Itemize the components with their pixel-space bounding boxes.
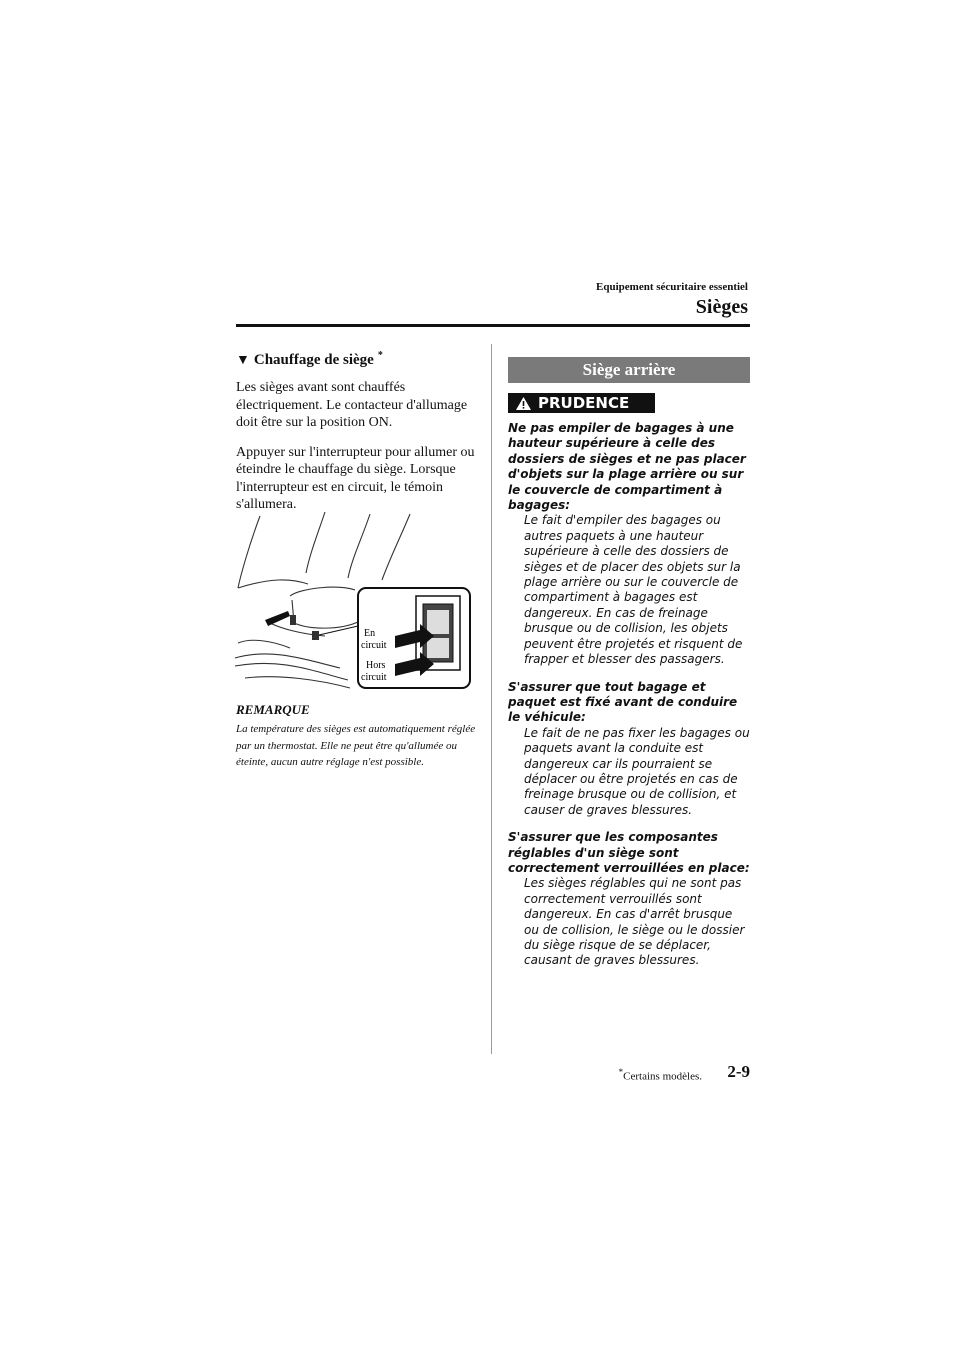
section-heading xyxy=(236,352,480,369)
caution-banner xyxy=(508,393,655,413)
note-title: REMARQUE xyxy=(236,702,310,717)
warning-triangle-icon xyxy=(515,396,532,411)
warning-item-3 xyxy=(508,830,750,969)
label-hors-circuit: circuit xyxy=(361,672,387,683)
running-header-section: Equipement sécuritaire essentiel xyxy=(596,281,748,293)
warning-body: Le fait d'empiler des bagages ou autres paquets à une hauteur supérieure à celle des dossiers de sièges et de placer des objets sur la plage arrière ou sur le couvercle de compartiment à bagages est dangereux. En cas de freinage brusque ou de collision, les objets peuvent être projetés et risquent de frapper et blesser des passagers. xyxy=(524,513,743,667)
left-column xyxy=(236,352,480,526)
triangle-marker-icon: ▼ xyxy=(236,353,250,368)
column-divider xyxy=(491,344,492,1054)
label-hors: Hors xyxy=(366,660,386,671)
paragraph-2: Appuyer sur l'interrupteur pour allumer ou éteindre le chauffage du siège. Lorsque l'interrupteur est en circuit, le témoin s'allumera. xyxy=(236,444,475,512)
footnote-marker: * xyxy=(618,1067,624,1077)
note-box xyxy=(236,702,480,771)
caution-label: PRUDENCE xyxy=(538,394,630,412)
seat-heater-illustration xyxy=(230,508,475,693)
header-rule xyxy=(236,324,750,327)
note-text: La température des sièges est automatiquement réglée par un thermostat. Elle ne peut être qu'allumée ou éteinte, aucun autre réglage n'est possible. xyxy=(236,723,476,768)
warning-title: S'assurer que les composantes réglables d'un siège sont correctement verrouillées en place: xyxy=(508,830,750,875)
section-heading-text: Chauffage de siège xyxy=(253,352,374,368)
page-number: 2-9 xyxy=(727,1062,750,1081)
warning-item-1 xyxy=(508,421,750,668)
paragraph-1: Les sièges avant sont chauffés électriquement. Le contacteur d'allumage doit être sur la position ON. xyxy=(236,380,468,430)
warning-title: Ne pas empiler de bagages à une hauteur supérieure à celle des dossiers de sièges et ne pas placer d'objets sur la plage arrière ou sur le couvercle de compartiment à bagages: xyxy=(508,421,746,513)
warning-body: Le fait de ne pas fixer les bagages ou paquets avant la conduite est dangereux car ils pourraient se déplacer ou être projetés en cas de freinage brusque ou de collision, et causer de graves blessures. xyxy=(524,725,750,817)
optional-marker: * xyxy=(377,350,383,361)
right-column xyxy=(508,357,750,969)
footnote xyxy=(619,1067,702,1083)
warning-title: S'assurer que tout bagage et paquet est fixé avant de conduire le véhicule: xyxy=(508,679,738,725)
warning-body: Les sièges réglables qui ne sont pas correctement verrouillés sont dangereux. En cas d'arrêt brusque ou de collision, le siège ou le dossier du siège risque de se déplacer, causant de graves blessures. xyxy=(524,876,745,968)
running-header-title: Sièges xyxy=(695,296,748,318)
section-title-band: Siège arrière xyxy=(508,357,750,383)
footnote-text: Certains modèles. xyxy=(623,1070,702,1083)
warning-item-2 xyxy=(508,680,750,819)
label-en-circuit: circuit xyxy=(361,640,387,651)
label-en: En xyxy=(364,628,376,639)
